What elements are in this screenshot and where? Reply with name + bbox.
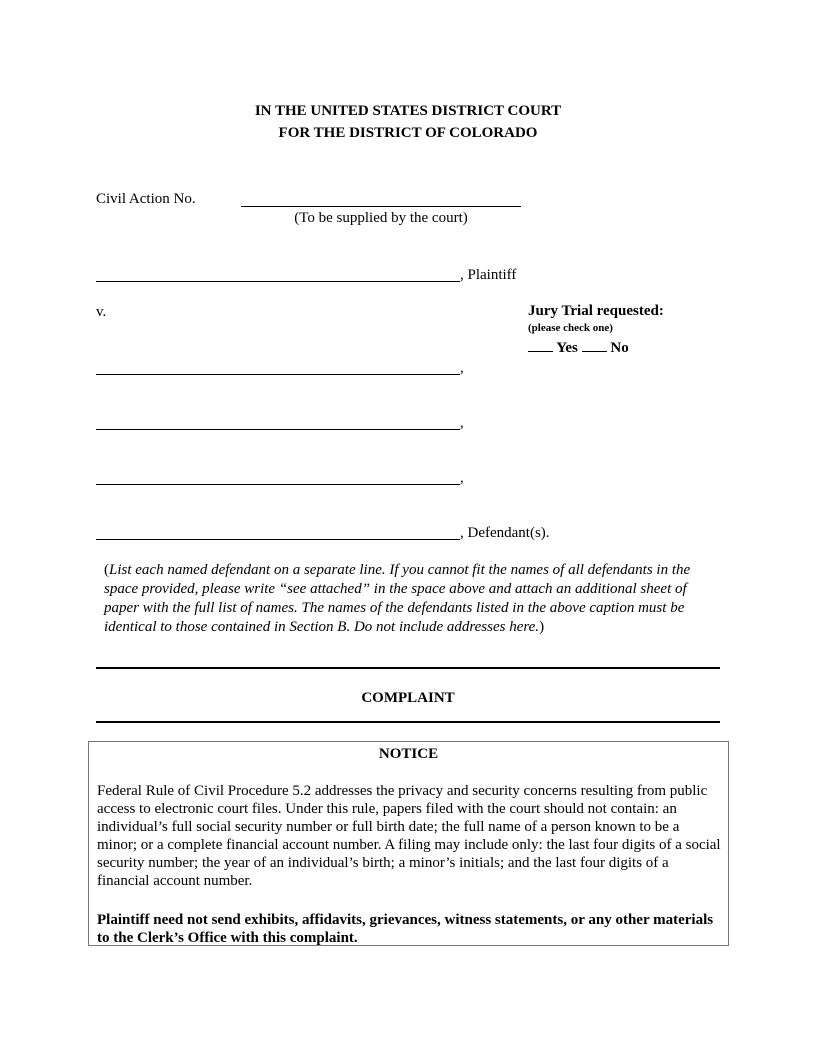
defendant-name-field-1[interactable] xyxy=(96,358,460,375)
notice-bold-text: Plaintiff need not send exhibits, affidavits, grievances, witness statements, or any other materials to the Clerk’s Office with this complaint. xyxy=(97,912,714,946)
instructions-close-paren: ) xyxy=(539,619,545,635)
defendant-name-field-2[interactable] xyxy=(96,413,460,430)
notice-body: Federal Rule of Civil Procedure 5.2 addresses the privacy and security concerns resulting from public access to electronic court files. Under this rule, papers filed with the court should not contain: an individual’s full social security number or full birth date; the full name of a person known to be a minor; or a complete financial account number. A filing may include only: the last four digits of a social security number; the year of an individual’s birth; a minor’s initials; and the last four digits of a financial account number. xyxy=(97,783,721,889)
civil-action-label: Civil Action No. xyxy=(96,191,196,207)
versus-label: v. xyxy=(96,304,107,320)
defendant-separator-3: , xyxy=(460,470,464,486)
defendant-separator-2: , xyxy=(460,415,464,431)
instructions-open-paren: ( xyxy=(104,562,109,578)
jury-trial-title: Jury Trial requested: xyxy=(528,303,664,319)
defendant-name-field-3[interactable] xyxy=(96,468,460,485)
plaintiff-name-field[interactable] xyxy=(96,265,460,282)
notice-title: NOTICE xyxy=(378,746,439,762)
jury-trial-options xyxy=(528,337,629,357)
instructions-text: List each named defendant on a separate line. If you cannot fit the names of all defendants in the space provided, please write “see attached” in the space above and attach an additional sheet of paper with the full list of names. The names of the defendants listed in the above caption must be identical to those contained in Section B. Do not include addresses here. xyxy=(104,562,691,635)
civil-action-note: (To be supplied by the court) xyxy=(294,210,468,226)
bottom-divider xyxy=(96,721,720,723)
court-name: IN THE UNITED STATES DISTRICT COURT xyxy=(254,103,562,119)
defendant-separator-1: , xyxy=(460,360,464,376)
defendant-name-field-4[interactable] xyxy=(96,523,460,540)
jury-trial-subtitle: (please check one) xyxy=(528,322,613,334)
jury-no-label: No xyxy=(610,340,629,356)
defendants-label: , Defendant(s). xyxy=(460,525,550,541)
court-district: FOR THE DISTRICT OF COLORADO xyxy=(278,125,538,141)
complaint-title: COMPLAINT xyxy=(361,690,455,706)
jury-yes-label: Yes xyxy=(556,340,578,356)
jury-yes-checkbox[interactable] xyxy=(528,337,553,352)
plaintiff-label: , Plaintiff xyxy=(460,267,517,283)
court-heading xyxy=(0,100,816,144)
civil-action-number-field[interactable] xyxy=(241,189,521,207)
caption-instructions xyxy=(104,561,724,637)
top-divider xyxy=(96,667,720,669)
jury-no-checkbox[interactable] xyxy=(582,337,607,352)
